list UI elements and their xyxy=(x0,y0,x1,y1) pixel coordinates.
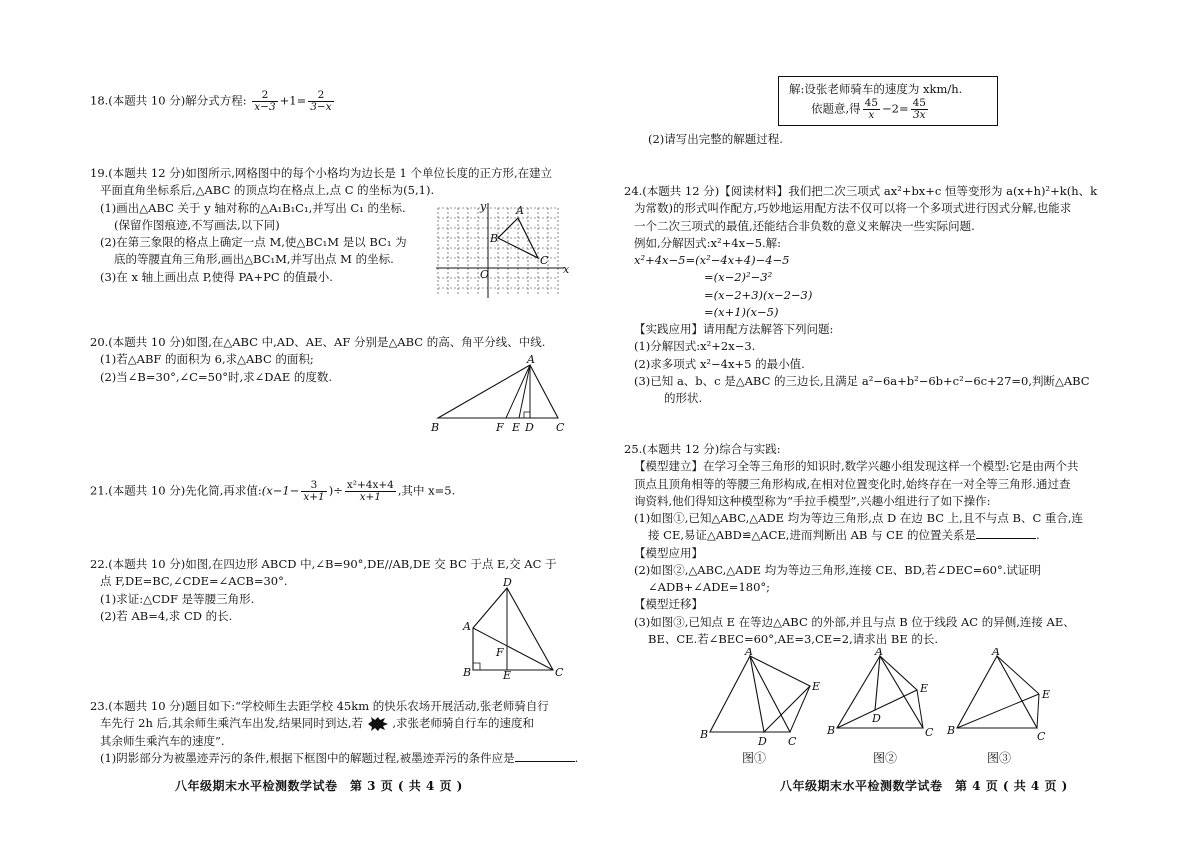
fig3-label-c: C xyxy=(1037,730,1046,743)
q24-step-3: =(x−2+3)(x−2−3) xyxy=(704,287,813,302)
q25-line-10: 【模型迁移】 xyxy=(634,597,703,612)
box-f2-den: 3x xyxy=(913,109,926,122)
q18-fraction-2 xyxy=(308,90,333,113)
box-f1-num: 45 xyxy=(864,97,879,110)
fig3-caption: 图③ xyxy=(987,751,1012,765)
q25-line-8: (2)如图②,△ABC,△ADE 均为等边三角形,连接 CE、BD,若∠DEC=60°.试证明 xyxy=(634,562,1041,577)
q19-label-y: y xyxy=(480,200,487,213)
q18-f1-num: 2 xyxy=(252,90,277,102)
q25-line-7: 【模型应用】 xyxy=(634,545,703,560)
fig3-label-b: B xyxy=(947,724,956,737)
fig2-label-a: A xyxy=(875,648,883,658)
q18-f2-den: 3−x xyxy=(310,101,332,114)
q20-triangle-abc xyxy=(438,365,558,418)
q19-line-3: (1)画出△ABC 关于 y 轴对称的△A₁B₁C₁,并写出 C₁ 的坐标. xyxy=(100,200,406,215)
fig2-label-d: D xyxy=(872,712,881,725)
q19-line-1: 19.(本题共 12 分)如图所示,网格图中的每个小格均为边长是 1 个单位长度的正方形,在建立 xyxy=(90,166,553,180)
box-line-1: 解:设张老师骑车的速度为 xkm/h. xyxy=(789,82,963,96)
q25-line-11: (3)如图③,已知点 E 在等边△ABC 的外部,并且与点 B 位于线段 AC 的异侧,连接 AE、 xyxy=(634,614,1075,629)
fig2-label-c: C xyxy=(925,726,934,739)
q25-line-3: 顶点且顶角相等的等腰三角形构成,在相对位置变化时,始终存在一对全等三角形.通过查 xyxy=(634,476,1071,491)
q20-line-3: (2)当∠B=30°,∠C=50°时,求∠DAE 的度数. xyxy=(100,369,333,384)
q20-median-af xyxy=(506,365,530,418)
q25-line-1: 25.(本题共 12 分)综合与实践: xyxy=(624,442,781,456)
q19-label-c: C xyxy=(540,254,549,267)
fig1-triangle-abc xyxy=(710,656,790,732)
q24-line-2: 为常数)的形式叫作配方,巧妙地运用配方法不仅可以将一个多项式进行因式分解,也能求 xyxy=(634,201,1072,216)
q20-line-2: (1)若△ABF 的面积为 6,求△ABC 的面积; xyxy=(100,352,314,367)
q19-line-7: (3)在 x 轴上画出点 P,使得 PA+PC 的值最小. xyxy=(100,269,333,284)
fig1-label-c: C xyxy=(788,735,797,748)
q20-label-c: C xyxy=(556,421,565,434)
fig1-label-a: A xyxy=(745,648,753,658)
fig2-label-e: E xyxy=(920,682,929,695)
q22-line-2: 点 F,DE=BC,∠CDE=∠ACB=30°. xyxy=(100,574,288,589)
question-18 xyxy=(90,90,336,113)
q25-answer-blank xyxy=(976,527,1036,539)
box-line-2a: 依题意,得 xyxy=(811,101,861,116)
box-f1-den: x xyxy=(868,109,875,122)
q20-label-e: E xyxy=(512,421,521,434)
q25-figure-2 xyxy=(825,648,945,766)
q25-line-9: ∠ADB+∠ADE=180°; xyxy=(648,580,771,594)
fig3-label-a: A xyxy=(992,648,1000,658)
fig3-segment-ae xyxy=(997,656,1039,694)
fig3-triangle-abc xyxy=(957,656,1037,728)
fig1-label-d: D xyxy=(758,735,767,748)
q24-line-13: 的形状. xyxy=(664,391,703,405)
q23-part-2: (2)请写出完整的解题过程. xyxy=(648,132,783,146)
q20-label-d: D xyxy=(525,421,534,434)
question-24 xyxy=(624,183,1184,407)
fig2-caption: 图② xyxy=(873,751,898,765)
q19-line-5: (2)在第三象限的格点上确定一点 M,使△BC₁M 是以 BC₁ 为 xyxy=(100,235,407,249)
fig3-segment-be xyxy=(957,694,1039,728)
q24-line-3: 一个二次三项式的最值,还能结合非负数的意义来解决一些实际问题. xyxy=(634,218,975,233)
page-4 xyxy=(600,0,1200,849)
q19-line-2: 平面直角坐标系后,△ABC 的顶点均在格点上,点 C 的坐标为(5,1). xyxy=(100,183,435,198)
q20-triangle-figure xyxy=(428,355,574,435)
q25-line-5: (1)如图①,已知△ABC,△ADE 均为等边三角形,点 D 在边 BC 上,且不与点 B、C 重合,连 xyxy=(634,511,1084,525)
q22-line-4: (2)若 AB=4,求 CD 的长. xyxy=(100,608,233,623)
q23-line-2b: ,求张老师骑自行车的速度和 xyxy=(392,716,534,731)
question-21 xyxy=(90,480,455,503)
q25-line-12: BE、CE.若∠BEC=60°,AE=3,CE=2,请求出 BE 的长. xyxy=(648,631,939,646)
q25-line-6-end: . xyxy=(1036,528,1040,543)
q23-answer-blank xyxy=(515,750,575,762)
q19-grid-figure xyxy=(432,200,572,300)
q21-fraction-1 xyxy=(301,480,326,503)
q18-fraction-1 xyxy=(252,90,277,113)
q23-line-4: (1)阴影部分为被墨迹弄污的条件,根据下框图中的解题过程,被墨迹弄污的条件应是 xyxy=(100,750,515,765)
q19-grid xyxy=(438,208,558,294)
fig2-label-b: B xyxy=(827,724,836,737)
q24-line-11: (2)求多项式 x²−4x+5 的最小值. xyxy=(634,356,805,371)
q22-line-1: 22.(本题共 10 分)如图,在四边形 ABCD 中,∠B=90°,DE//AB,DE 交 BC 于点 E,交 AC 于 xyxy=(90,557,557,571)
q18-head: 18.(本题共 10 分)解分式方程: xyxy=(90,93,247,108)
q22-right-angle-mark xyxy=(473,663,480,670)
fig1-triangle-ade xyxy=(750,656,810,732)
q18-f2-num: 2 xyxy=(308,90,333,102)
question-25 xyxy=(624,441,1184,648)
q22-label-c: C xyxy=(555,666,564,679)
fig1-label-e: E xyxy=(812,680,821,693)
q18-f1-den: x−3 xyxy=(254,101,276,114)
q21-fraction-2 xyxy=(345,480,396,503)
q22-label-a: A xyxy=(463,620,471,633)
q22-label-e: E xyxy=(503,669,512,680)
fig3-segment-ce xyxy=(1037,694,1039,728)
q20-right-angle-mark xyxy=(524,412,530,418)
q21-part-2: )÷ xyxy=(328,483,343,498)
q18-mid: +1= xyxy=(279,93,307,108)
q24-line-1: 24.(本题共 12 分)【阅读材料】我们把二次三项式 ax²+bx+c 恒等变形为 a(x+h)²+k(h、k xyxy=(624,184,1098,198)
box-fraction-1 xyxy=(863,98,880,121)
box-f2-num: 45 xyxy=(912,97,926,110)
q20-label-f: F xyxy=(496,421,504,434)
fig3-label-e: E xyxy=(1042,688,1051,701)
q19-label-o: O xyxy=(480,268,490,281)
q22-label-b: B xyxy=(463,666,472,679)
q24-line-12: (3)已知 a、b、c 是△ABC 的三边长,且满足 a²−6a+b²−6b+c²−6c+27=0,判断△ABC xyxy=(634,373,1090,388)
q21-part-1: (x−1− xyxy=(261,483,300,498)
box-fraction-2 xyxy=(911,98,928,121)
q19-label-b: B xyxy=(490,232,499,245)
q22-line-3: (1)求证:△CDF 是等腰三角形. xyxy=(100,591,255,606)
q21-f1-num: 3 xyxy=(301,480,326,492)
q21-f2-num: x²+4x+4 xyxy=(346,479,394,491)
q21-head: 21.(本题共 10 分)先化简,再求值: xyxy=(90,483,262,498)
q24-line-10: (1)分解因式:x²+2x−3. xyxy=(634,339,756,354)
page-3-footer: 八年级期末水平检测数学试卷 第 3 页 ( 共 4 页 ) xyxy=(175,779,463,793)
page-4-footer: 八年级期末水平检测数学试卷 第 4 页 ( 共 4 页 ) xyxy=(780,779,1068,793)
q23-line-3: 其余师生乘汽车的速度”. xyxy=(100,733,225,748)
q24-step-4: =(x+1)(x−5) xyxy=(704,304,779,319)
box-mid: −2= xyxy=(882,101,909,116)
q25-figure-1 xyxy=(700,648,830,766)
q25-figure-3 xyxy=(945,648,1065,766)
q22-label-d: D xyxy=(503,578,512,589)
q22-quadrilateral-figure xyxy=(455,578,570,680)
fig1-caption: 图① xyxy=(742,751,767,765)
q24-line-4: 例如,分解因式:x²+4x−5.解: xyxy=(634,235,782,250)
q23-solution-box xyxy=(778,76,998,126)
q19-label-a: A xyxy=(516,204,524,217)
q24-step-2: =(x−2)²−3² xyxy=(704,270,773,285)
q20-label-b: B xyxy=(431,421,440,434)
q19-line-6: 底的等腰直角三角形,画出△BC₁M,并写出点 M 的坐标. xyxy=(114,252,394,267)
q24-line-9: 【实践应用】请用配方法解答下列问题: xyxy=(634,322,834,336)
q19-label-x: x xyxy=(563,263,570,276)
q25-line-4: 询资料,他们得知这种模型称为“手拉手模型”,兴趣小组进行了如下操作: xyxy=(634,493,991,508)
q20-label-a: A xyxy=(527,355,535,366)
fig1-label-b: B xyxy=(700,728,709,741)
q20-line-1: 20.(本题共 10 分)如图,在△ABC 中,AD、AE、AF 分别是△ABC 的高、角平分线、中线. xyxy=(90,335,546,349)
q24-step-1: x²+4x−5=(x²−4x+4)−4−5 xyxy=(634,253,790,267)
q21-f2-den: x+1 xyxy=(359,491,382,504)
q22-label-f: F xyxy=(496,646,504,659)
q23-line-2a: 车先行 2h 后,其余师生乘汽车出发,结果同时到达,若 xyxy=(100,716,363,731)
q21-f1-den: x+1 xyxy=(303,491,325,504)
q23-line-4-end: . xyxy=(574,750,579,765)
fig1-segment-ce xyxy=(790,686,810,732)
q23-line-1: 23.(本题共 10 分)题目如下:“学校师生去距学校 45km 的快乐农场开展活动,张老师骑自行 xyxy=(90,699,549,713)
q19-line-4: (保留作图痕迹,不写画法,以下同) xyxy=(114,217,280,232)
ink-blot-icon xyxy=(367,717,389,731)
q25-line-2: 【模型建立】在学习全等三角形的知识时,数学兴趣小组发现这样一个模型:它是由两个共 xyxy=(634,459,1079,474)
q25-line-6: 接 CE,易证△ABD≌△ACE,进而判断出 AB 与 CE 的位置关系是 xyxy=(648,528,977,543)
q20-bisector-ae xyxy=(519,365,530,418)
q21-tail: ,其中 x=5. xyxy=(397,483,456,498)
q22-quad-abcd xyxy=(473,588,553,670)
question-23 xyxy=(90,698,590,767)
